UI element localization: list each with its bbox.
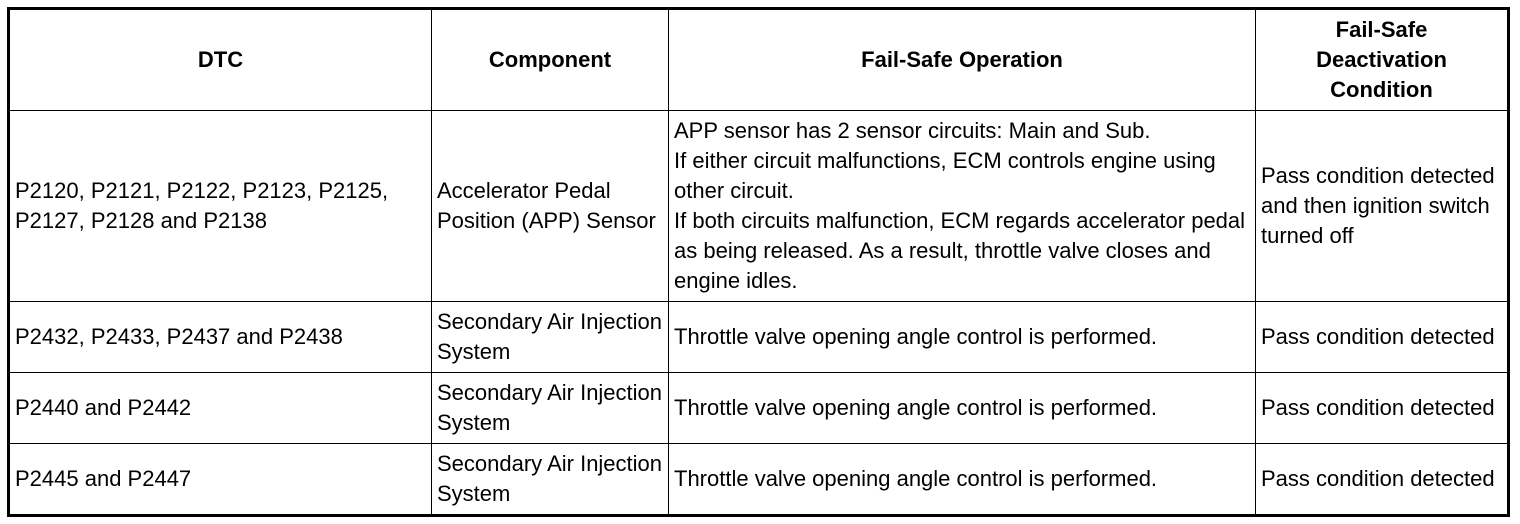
header-fail-safe-deactivation-condition: Fail-Safe Deactivation Condition — [1256, 9, 1509, 111]
operation-cell — [669, 111, 1256, 302]
dtc-cell: P2432, P2433, P2437 and P2438 — [9, 302, 432, 373]
deactivation-cell: Pass condition detected and then ignition switch turned off — [1256, 111, 1509, 302]
header-dtc: DTC — [9, 9, 432, 111]
operation-cell — [669, 302, 1256, 373]
component-cell: Secondary Air Injection System — [432, 444, 669, 516]
component-cell: Secondary Air Injection System — [432, 302, 669, 373]
operation-line: If either circuit malfunctions, ECM controls engine using other circuit. — [674, 148, 1216, 203]
table-row — [9, 444, 1509, 516]
header-component: Component — [432, 9, 669, 111]
table-header-row — [9, 9, 1509, 111]
deactivation-cell: Pass condition detected — [1256, 302, 1509, 373]
operation-line: APP sensor has 2 sensor circuits: Main and Sub. — [674, 118, 1151, 143]
dtc-cell: P2445 and P2447 — [9, 444, 432, 516]
operation-line: Throttle valve opening angle control is performed. — [674, 395, 1158, 420]
header-fail-safe-operation: Fail-Safe Operation — [669, 9, 1256, 111]
fail-safe-table — [7, 7, 1510, 517]
dtc-cell: P2120, P2121, P2122, P2123, P2125, P2127, P2128 and P2138 — [9, 111, 432, 302]
operation-line: Throttle valve opening angle control is performed. — [674, 324, 1158, 349]
component-cell: Accelerator Pedal Position (APP) Sensor — [432, 111, 669, 302]
operation-line: Throttle valve opening angle control is performed. — [674, 466, 1158, 491]
table-row — [9, 302, 1509, 373]
operation-cell — [669, 373, 1256, 444]
operation-cell — [669, 444, 1256, 516]
deactivation-cell: Pass condition detected — [1256, 444, 1509, 516]
deactivation-cell: Pass condition detected — [1256, 373, 1509, 444]
component-cell: Secondary Air Injection System — [432, 373, 669, 444]
dtc-cell: P2440 and P2442 — [9, 373, 432, 444]
table-row — [9, 111, 1509, 302]
table-row — [9, 373, 1509, 444]
operation-line: If both circuits malfunction, ECM regards accelerator pedal as being released. As a result, throttle valve closes and engine idles. — [674, 208, 1246, 293]
